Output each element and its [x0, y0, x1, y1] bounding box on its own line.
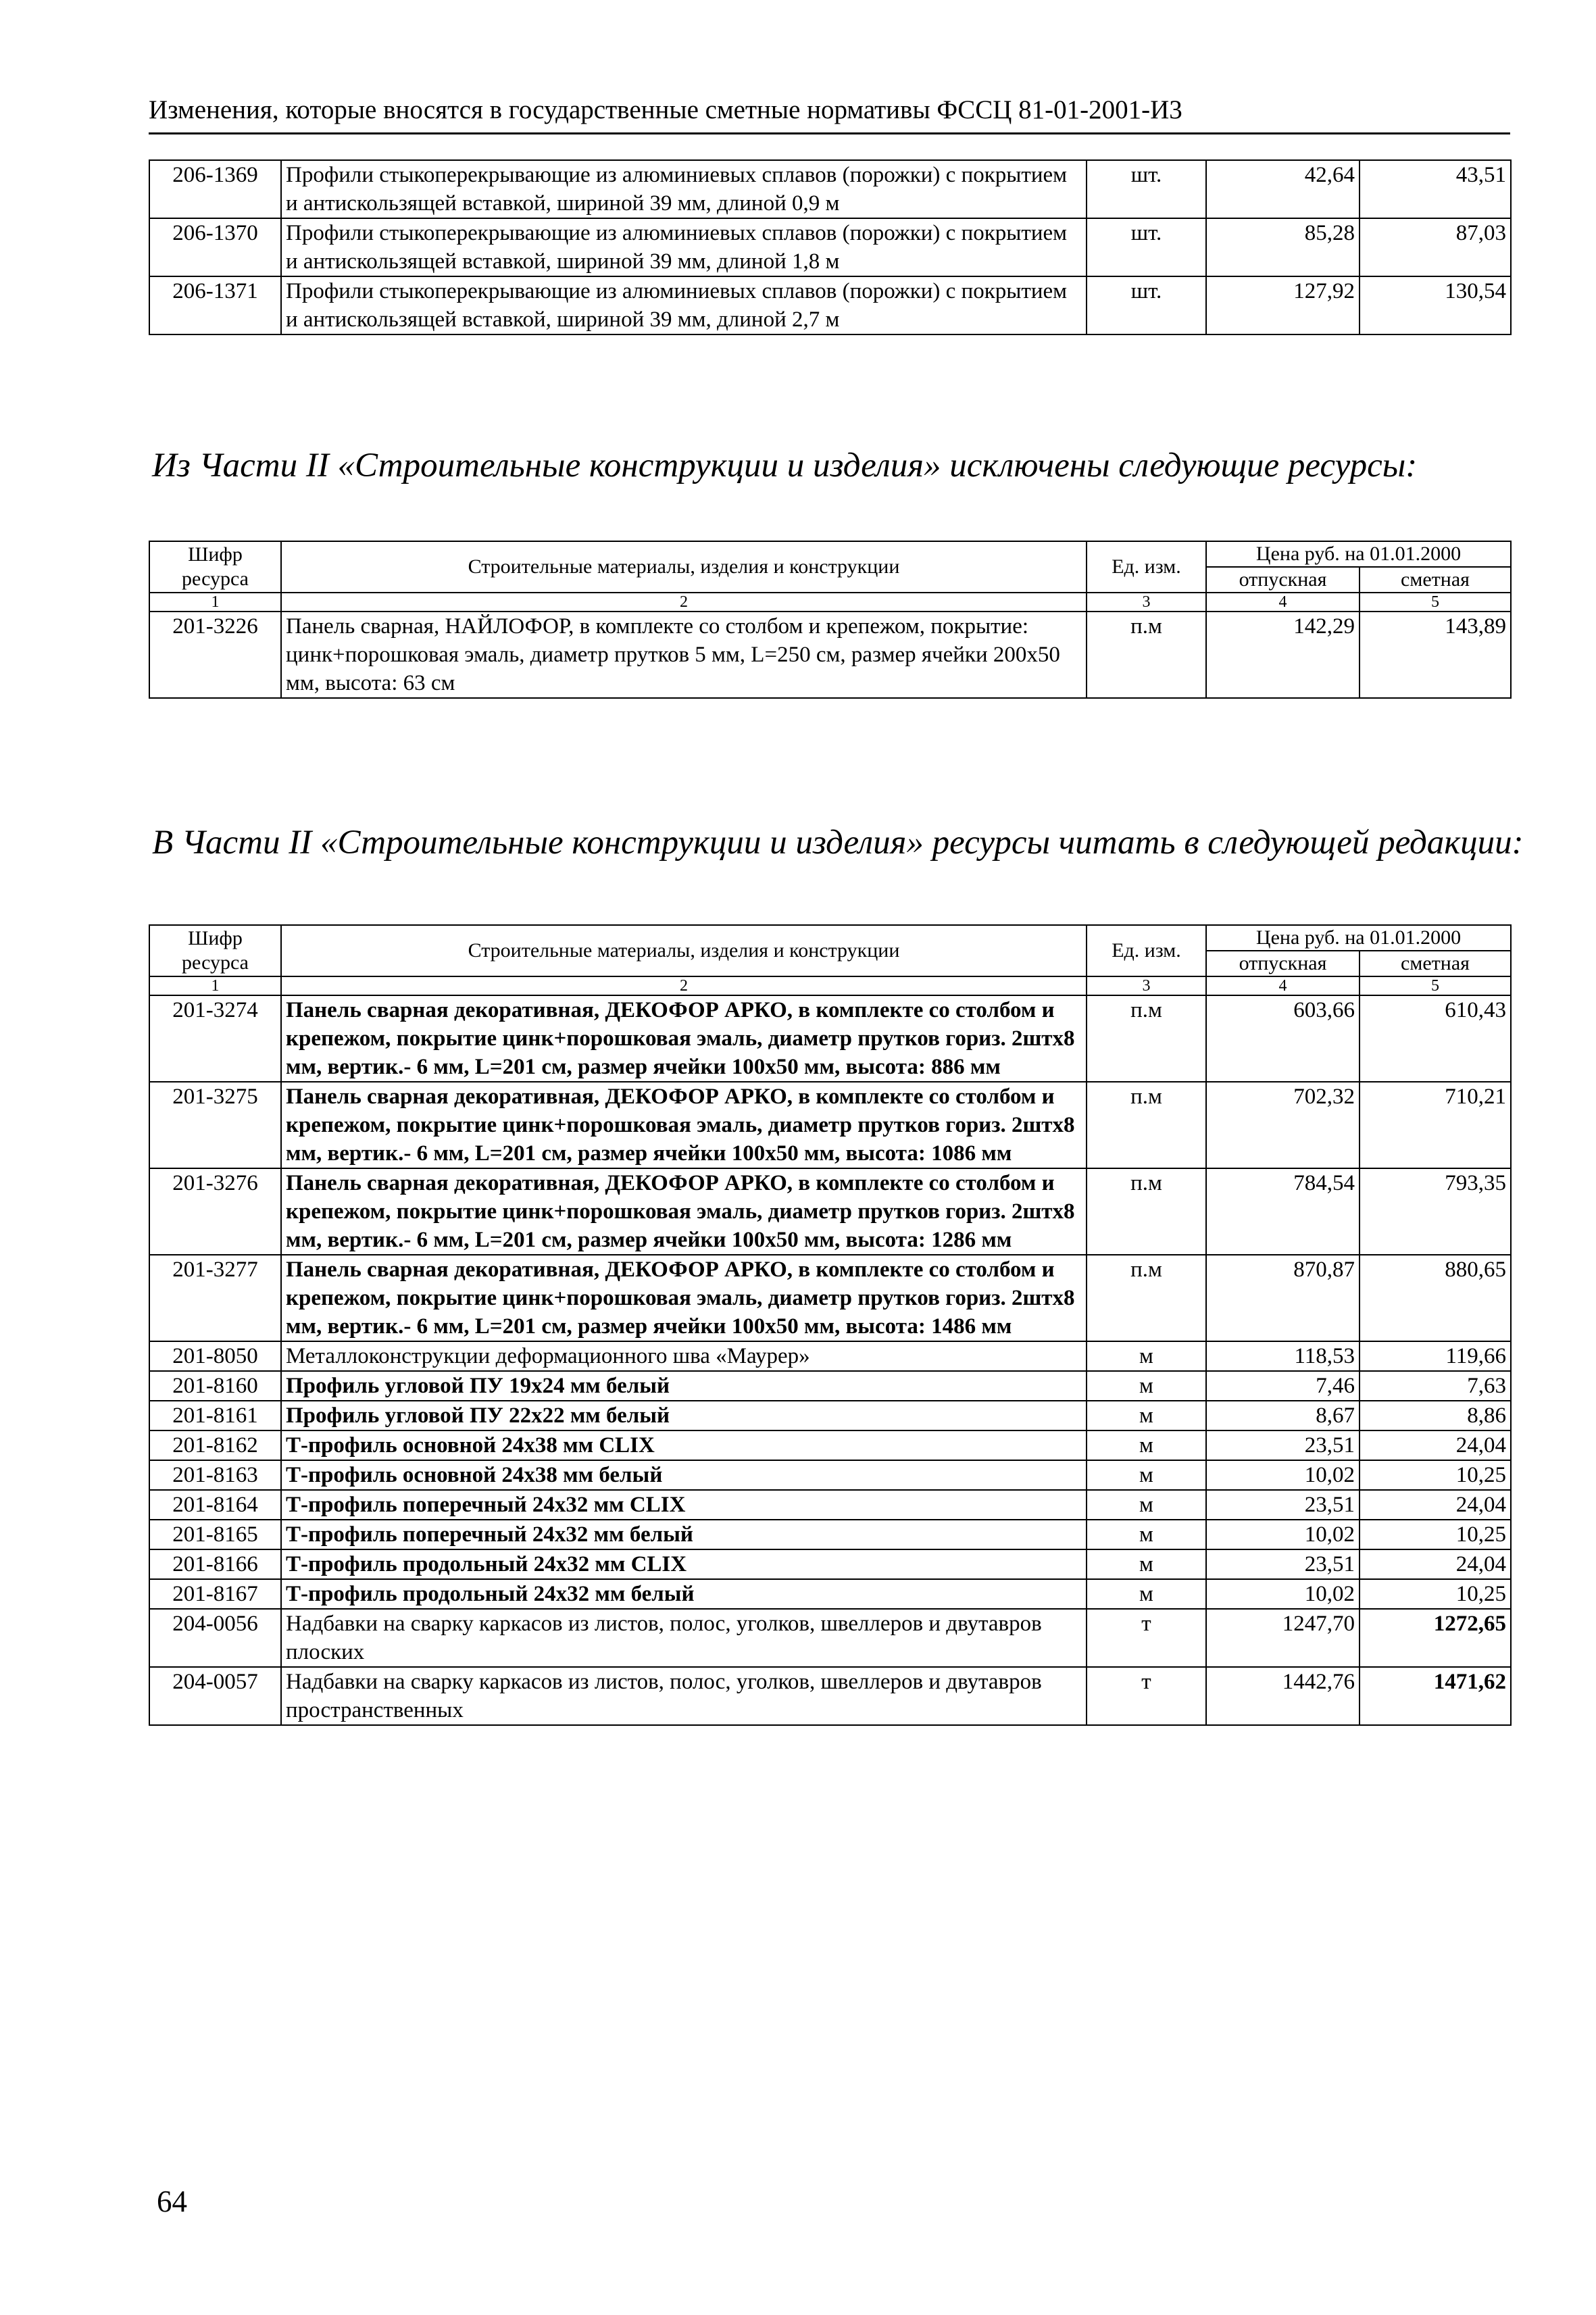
header-rule — [149, 132, 1510, 134]
resource-name: Т-профиль основной 24х38 мм белый — [281, 1460, 1087, 1490]
price-estimate: 24,04 — [1360, 1549, 1511, 1579]
resource-unit: м — [1087, 1401, 1206, 1430]
col-header-price: Цена руб. на 01.01.2000 — [1206, 541, 1511, 567]
resource-name: Профиль угловой ПУ 22х22 мм белый — [281, 1401, 1087, 1430]
excluded-heading: Из Части II «Строительные конструкции и изделия» исключены следующие ресурсы: — [152, 447, 1418, 484]
table-profiles — [149, 159, 1512, 335]
price-release: 784,54 — [1206, 1168, 1360, 1255]
resource-name: Панель сварная декоративная, ДЕКОФОР АРКО, в комплекте со столбом и крепежом, покрытие цинк+порошковая эмаль, диаметр прутков гориз. 2штх8 мм, вертик.- 6 мм, L=201 см, размер ячейки 100х50 мм, высота: 1486 мм — [281, 1255, 1087, 1341]
table-row — [149, 1520, 1511, 1549]
revised-heading: В Части II «Строительные конструкции и изделия» ресурсы читать в следующей редакции: — [152, 824, 1524, 862]
resource-unit: шт. — [1087, 160, 1206, 218]
resource-code: 204-0056 — [149, 1609, 281, 1667]
price-estimate: 7,63 — [1360, 1371, 1511, 1401]
price-release: 127,92 — [1206, 276, 1360, 334]
resource-code: 201-8161 — [149, 1401, 281, 1430]
table-row — [149, 1082, 1511, 1168]
resource-code: 201-8164 — [149, 1490, 281, 1520]
resource-name: Надбавки на сварку каркасов из листов, полос, уголков, швеллеров и двутавров пространственных — [281, 1667, 1087, 1725]
col-header-name: Строительные материалы, изделия и конструкции — [281, 541, 1087, 593]
price-estimate: 710,21 — [1360, 1082, 1511, 1168]
col-index: 3 — [1087, 593, 1206, 612]
price-release: 42,64 — [1206, 160, 1360, 218]
col-header-estimate: сметная — [1360, 951, 1511, 976]
table-row — [149, 160, 1511, 218]
col-header-code: Шифр ресурса — [149, 925, 281, 976]
table-row — [149, 1371, 1511, 1401]
price-release: 10,02 — [1206, 1520, 1360, 1549]
table-row — [149, 1430, 1511, 1460]
resource-name: Т-профиль основной 24х38 мм CLIX — [281, 1430, 1087, 1460]
col-index: 3 — [1087, 976, 1206, 995]
price-estimate: 24,04 — [1360, 1430, 1511, 1460]
col-index: 1 — [149, 976, 281, 995]
table-row — [149, 218, 1511, 276]
resource-code: 201-3276 — [149, 1168, 281, 1255]
col-header-unit: Ед. изм. — [1087, 541, 1206, 593]
resource-code: 201-8166 — [149, 1549, 281, 1579]
table-row — [149, 1579, 1511, 1609]
price-estimate: 130,54 — [1360, 276, 1511, 334]
resource-unit: шт. — [1087, 276, 1206, 334]
resource-code: 206-1370 — [149, 218, 281, 276]
resource-code: 206-1371 — [149, 276, 281, 334]
resource-code: 201-3274 — [149, 995, 281, 1082]
table-row — [149, 1341, 1511, 1371]
price-estimate: 1272,65 — [1360, 1609, 1511, 1667]
col-index: 2 — [281, 593, 1087, 612]
resource-unit: м — [1087, 1430, 1206, 1460]
page-number: 64 — [157, 2185, 187, 2218]
resource-code: 201-8160 — [149, 1371, 281, 1401]
resource-unit: м — [1087, 1549, 1206, 1579]
resource-name: Надбавки на сварку каркасов из листов, полос, уголков, швеллеров и двутавров плоских — [281, 1609, 1087, 1667]
price-release: 7,46 — [1206, 1371, 1360, 1401]
resource-unit: п.м — [1087, 1168, 1206, 1255]
price-estimate: 143,89 — [1360, 612, 1511, 698]
table-row — [149, 276, 1511, 334]
col-header-estimate: сметная — [1360, 567, 1511, 593]
resource-code: 201-8050 — [149, 1341, 281, 1371]
price-release: 10,02 — [1206, 1579, 1360, 1609]
resource-code: 201-3277 — [149, 1255, 281, 1341]
table-row — [149, 1460, 1511, 1490]
price-release: 85,28 — [1206, 218, 1360, 276]
resource-code: 201-8162 — [149, 1430, 281, 1460]
resource-unit: м — [1087, 1371, 1206, 1401]
price-release: 142,29 — [1206, 612, 1360, 698]
price-release: 23,51 — [1206, 1430, 1360, 1460]
table-row — [149, 612, 1511, 698]
price-release: 1247,70 — [1206, 1609, 1360, 1667]
price-estimate: 793,35 — [1360, 1168, 1511, 1255]
resource-unit: м — [1087, 1579, 1206, 1609]
resource-name: Т-профиль продольный 24х32 мм белый — [281, 1579, 1087, 1609]
col-header-unit: Ед. изм. — [1087, 925, 1206, 976]
price-estimate: 10,25 — [1360, 1579, 1511, 1609]
col-header-code: Шифр ресурса — [149, 541, 281, 593]
resource-code: 201-3226 — [149, 612, 281, 698]
resource-unit: м — [1087, 1520, 1206, 1549]
price-release: 10,02 — [1206, 1460, 1360, 1490]
price-release: 8,67 — [1206, 1401, 1360, 1430]
resource-code: 201-8165 — [149, 1520, 281, 1549]
resource-name: Металлоконструкции деформационного шва «Маурер» — [281, 1341, 1087, 1371]
table-row — [149, 1667, 1511, 1725]
col-index: 5 — [1360, 593, 1511, 612]
resource-unit: м — [1087, 1490, 1206, 1520]
col-index: 4 — [1206, 593, 1360, 612]
resource-name: Профили стыкоперекрывающие из алюминиевых сплавов (порожки) с покрытием и антискользящей вставкой, шириной 39 мм, длиной 2,7 м — [281, 276, 1087, 334]
resource-name: Панель сварная декоративная, ДЕКОФОР АРКО, в комплекте со столбом и крепежом, покрытие цинк+порошковая эмаль, диаметр прутков гориз. 2штх8 мм, вертик.- 6 мм, L=201 см, размер ячейки 100х50 мм, высота: 1086 мм — [281, 1082, 1087, 1168]
resource-code: 201-3275 — [149, 1082, 281, 1168]
price-release: 870,87 — [1206, 1255, 1360, 1341]
price-estimate: 24,04 — [1360, 1490, 1511, 1520]
page-header: Изменения, которые вносятся в государственные сметные нормативы ФССЦ 81-01-2001-И3 — [149, 95, 1182, 124]
col-header-price: Цена руб. на 01.01.2000 — [1206, 925, 1511, 951]
resource-name: Профили стыкоперекрывающие из алюминиевых сплавов (порожки) с покрытием и антискользящей вставкой, шириной 39 мм, длиной 0,9 м — [281, 160, 1087, 218]
resource-unit: т — [1087, 1609, 1206, 1667]
price-estimate: 43,51 — [1360, 160, 1511, 218]
col-header-release: отпускная — [1206, 951, 1360, 976]
resource-unit: п.м — [1087, 1255, 1206, 1341]
col-index: 1 — [149, 593, 281, 612]
price-estimate: 10,25 — [1360, 1460, 1511, 1490]
resource-unit: п.м — [1087, 1082, 1206, 1168]
table-excluded — [149, 541, 1512, 699]
resource-code: 204-0057 — [149, 1667, 281, 1725]
col-index: 2 — [281, 976, 1087, 995]
resource-name: Панель сварная декоративная, ДЕКОФОР АРКО, в комплекте со столбом и крепежом, покрытие цинк+порошковая эмаль, диаметр прутков гориз. 2штх8 мм, вертик.- 6 мм, L=201 см, размер ячейки 100х50 мм, высота: 1286 мм — [281, 1168, 1087, 1255]
price-release: 1442,76 — [1206, 1667, 1360, 1725]
col-index: 5 — [1360, 976, 1511, 995]
resource-name: Панель сварная, НАЙЛОФОР, в комплекте со столбом и крепежом, покрытие: цинк+порошковая эмаль, диаметр прутков 5 мм, L=250 см, размер ячейки 200х50 мм, высота: 63 см — [281, 612, 1087, 698]
price-estimate: 119,66 — [1360, 1341, 1511, 1371]
resource-name: Т-профиль поперечный 24х32 мм белый — [281, 1520, 1087, 1549]
resource-unit: шт. — [1087, 218, 1206, 276]
resource-code: 201-8163 — [149, 1460, 281, 1490]
price-estimate: 610,43 — [1360, 995, 1511, 1082]
table-row — [149, 1168, 1511, 1255]
resource-unit: п.м — [1087, 612, 1206, 698]
resource-name: Профили стыкоперекрывающие из алюминиевых сплавов (порожки) с покрытием и антискользящей вставкой, шириной 39 мм, длиной 1,8 м — [281, 218, 1087, 276]
price-release: 702,32 — [1206, 1082, 1360, 1168]
price-estimate: 87,03 — [1360, 218, 1511, 276]
table-row — [149, 1401, 1511, 1430]
price-estimate: 1471,62 — [1360, 1667, 1511, 1725]
col-header-release: отпускная — [1206, 567, 1360, 593]
resource-unit: т — [1087, 1667, 1206, 1725]
price-estimate: 10,25 — [1360, 1520, 1511, 1549]
table-row — [149, 1490, 1511, 1520]
table-revised — [149, 924, 1512, 1726]
price-release: 23,51 — [1206, 1549, 1360, 1579]
table-row — [149, 1549, 1511, 1579]
table-row — [149, 995, 1511, 1082]
table-row — [149, 1609, 1511, 1667]
resource-name: Панель сварная декоративная, ДЕКОФОР АРКО, в комплекте со столбом и крепежом, покрытие цинк+порошковая эмаль, диаметр прутков гориз. 2штх8 мм, вертик.- 6 мм, L=201 см, размер ячейки 100х50 мм, высота: 886 мм — [281, 995, 1087, 1082]
col-header-name: Строительные материалы, изделия и конструкции — [281, 925, 1087, 976]
col-index: 4 — [1206, 976, 1360, 995]
resource-code: 201-8167 — [149, 1579, 281, 1609]
price-estimate: 8,86 — [1360, 1401, 1511, 1430]
resource-name: Т-профиль поперечный 24х32 мм CLIX — [281, 1490, 1087, 1520]
resource-unit: м — [1087, 1341, 1206, 1371]
price-release: 23,51 — [1206, 1490, 1360, 1520]
table-row — [149, 1255, 1511, 1341]
resource-name: Т-профиль продольный 24х32 мм CLIX — [281, 1549, 1087, 1579]
price-release: 118,53 — [1206, 1341, 1360, 1371]
resource-unit: м — [1087, 1460, 1206, 1490]
resource-name: Профиль угловой ПУ 19х24 мм белый — [281, 1371, 1087, 1401]
price-estimate: 880,65 — [1360, 1255, 1511, 1341]
resource-unit: п.м — [1087, 995, 1206, 1082]
resource-code: 206-1369 — [149, 160, 281, 218]
price-release: 603,66 — [1206, 995, 1360, 1082]
